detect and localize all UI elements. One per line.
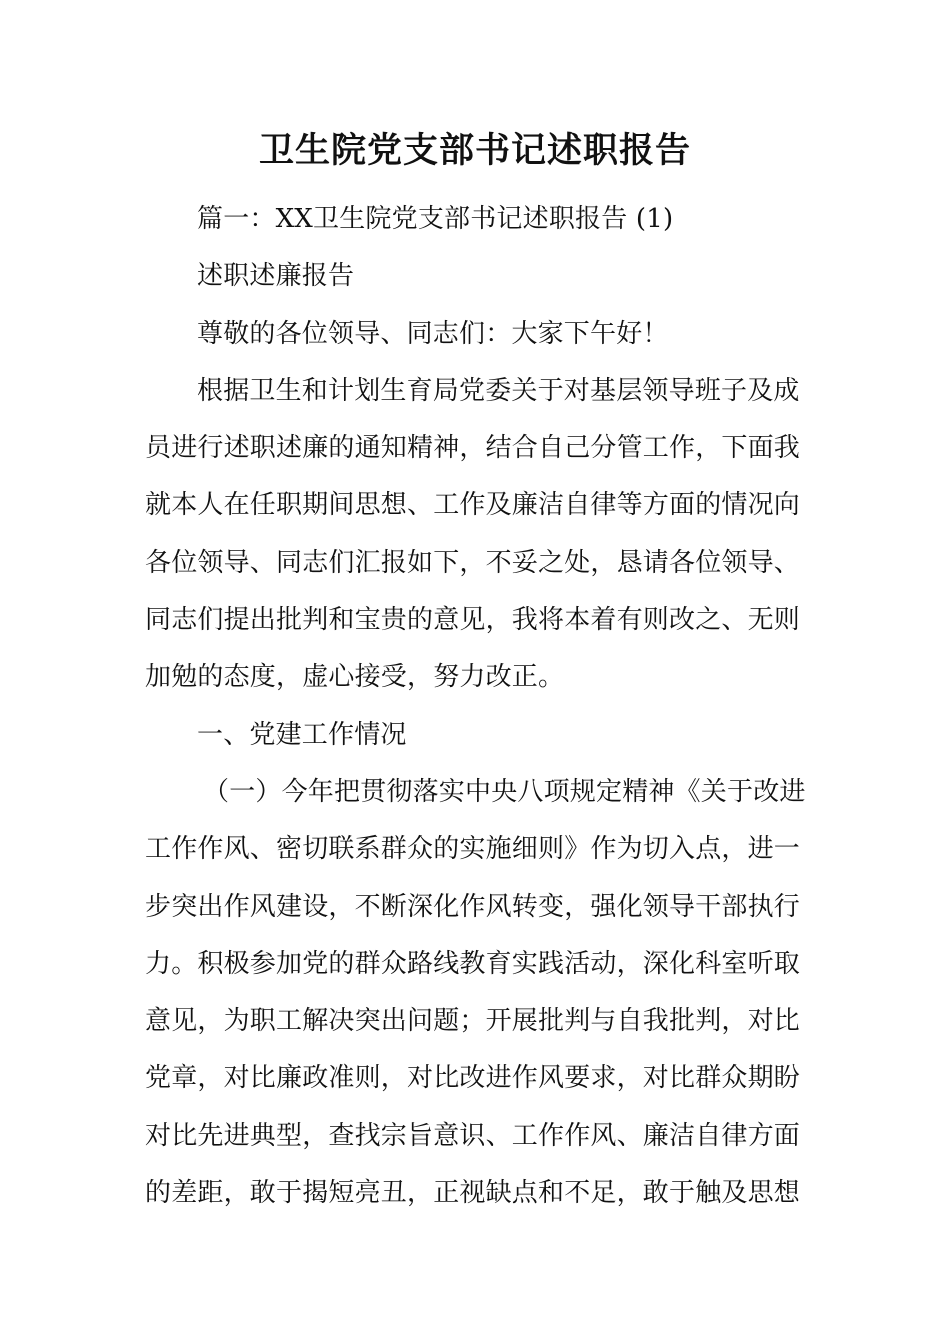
body-line: 步突出作风建设，不断深化作风转变，强化领导干部执行 bbox=[145, 891, 801, 922]
body-line: 意见，为职工解决突出问题；开展批判与自我批判，对比 bbox=[145, 1006, 801, 1037]
body-line: 员进行述职述廉的通知精神，结合自己分管工作，下面我 bbox=[145, 433, 801, 464]
document-title: 卫生院党支部书记述职报告 bbox=[258, 130, 691, 171]
body-line: 根据卫生和计划生育局党委关于对基层领导班子及成 bbox=[197, 375, 800, 406]
body-line: 对比先进典型，查找宗旨意识、工作作风、廉洁自律方面 bbox=[145, 1120, 801, 1151]
body-line: 各位领导、同志们汇报如下，不妥之处，恳请各位领导、 bbox=[145, 547, 801, 578]
body-line: 力。积极参加党的群众路线教育实践活动，深化科室听取 bbox=[145, 948, 801, 979]
report-subtitle: 述职述廉报告 bbox=[197, 261, 355, 292]
greeting-line: 尊敬的各位领导、同志们：大家下午好！ bbox=[197, 318, 669, 349]
body-line: 加勉的态度，虚心接受，努力改正。 bbox=[145, 662, 565, 693]
body-line: 党章，对比廉政准则，对比改进作风要求，对比群众期盼 bbox=[145, 1063, 801, 1094]
subsection-line: （一）今年把贯彻落实中央八项规定精神《关于改进 bbox=[203, 776, 806, 807]
document-body bbox=[145, 191, 805, 1222]
section-heading-line: 篇一：XX卫生院党支部书记述职报告 (1) bbox=[197, 204, 674, 234]
body-line: 的差距，敢于揭短亮丑，正视缺点和不足，敢于触及思想 bbox=[145, 1178, 801, 1209]
body-line: 工作作风、密切联系群众的实施细则》作为切入点，进一 bbox=[145, 834, 801, 865]
body-line: 同志们提出批判和宝贵的意见，我将本着有则改之、无则 bbox=[145, 605, 801, 636]
body-line: 就本人在任职期间思想、工作及廉洁自律等方面的情况向 bbox=[145, 490, 801, 521]
section-heading: 一、党建工作情况 bbox=[197, 719, 407, 750]
